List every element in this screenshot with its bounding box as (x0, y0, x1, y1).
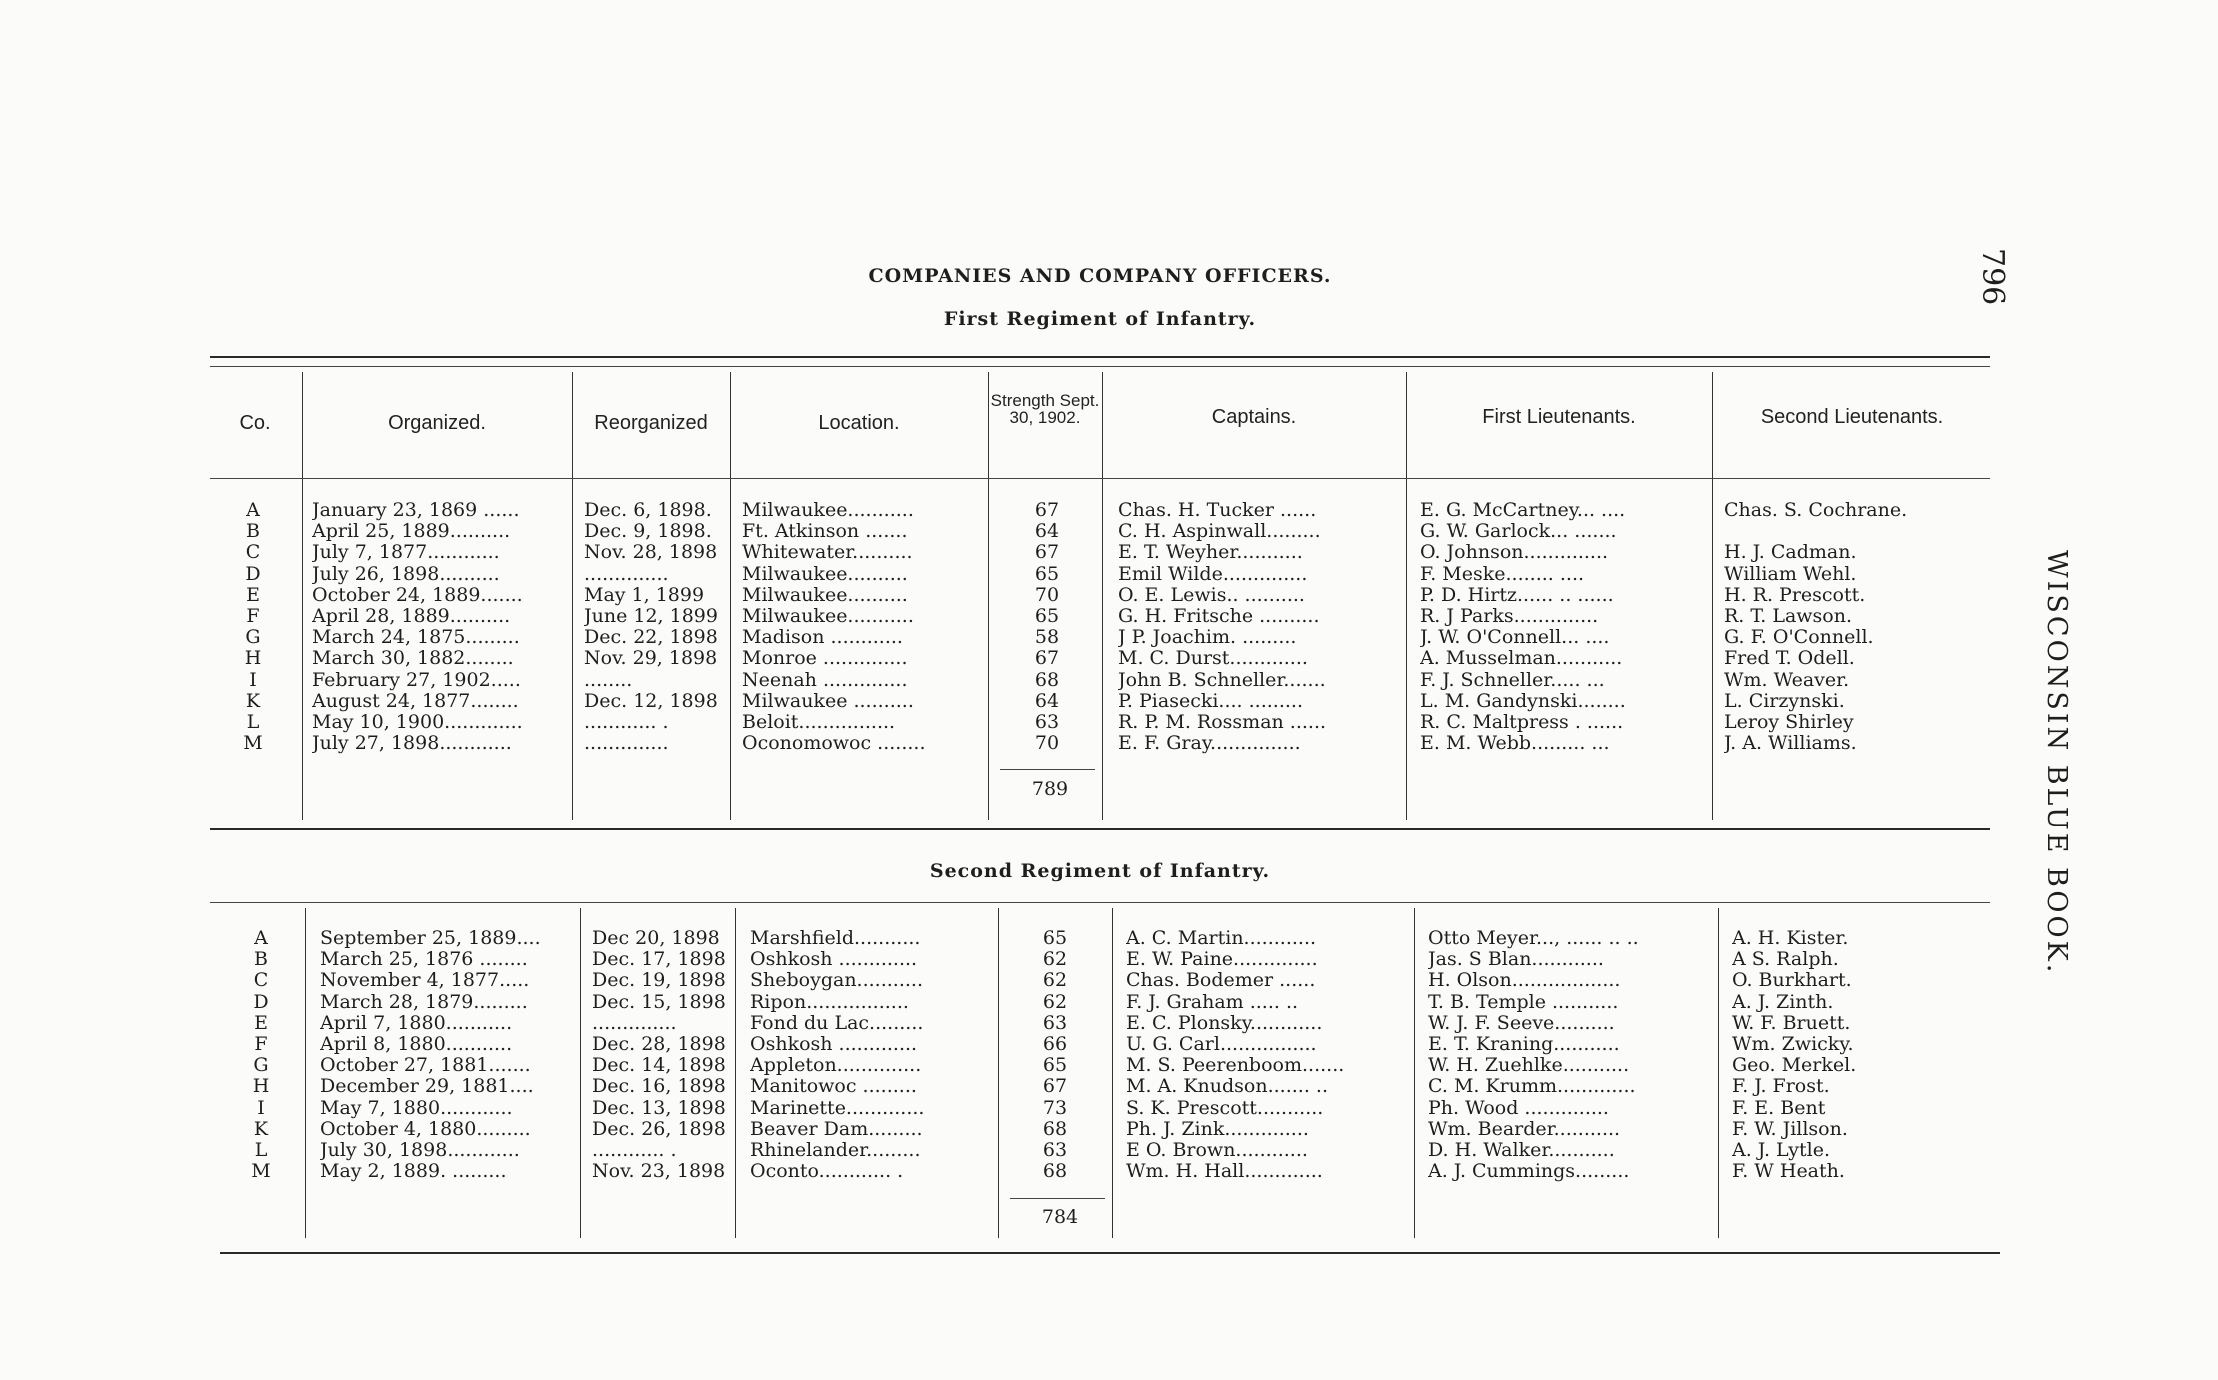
company-letter: I (257, 1097, 265, 1119)
second-lieutenant: Fred T. Odell. (1724, 648, 1855, 670)
first-lieutenant: W. H. Zuehlke........... (1428, 1055, 1630, 1077)
location: Madison ............ (742, 627, 903, 649)
rule (210, 356, 1990, 358)
second-lieutenant: F. E. Bent (1732, 1097, 1826, 1119)
header-co: Co. (239, 412, 271, 434)
captain: E. C. Plonsky............ (1126, 1012, 1323, 1034)
captain: John B. Schneller....... (1118, 669, 1326, 691)
second-lieutenant: F. W Heath. (1732, 1161, 1845, 1183)
organized-date: October 24, 1889....... (312, 584, 523, 606)
first-lieutenant: Otto Meyer..., ...... .. .. (1428, 928, 1639, 949)
regiment-1-total: 789 (1031, 778, 1069, 800)
captain: M. S. Peerenboom....... (1126, 1055, 1345, 1077)
second-lieutenant: Chas. S. Cochrane. (1724, 500, 1908, 521)
company-letter: D (245, 563, 261, 585)
organized-date: September 25, 1889.... (320, 928, 541, 949)
organized-date: February 27, 1902..... (312, 669, 521, 691)
location: Oshkosh ............. (750, 949, 918, 971)
location: Oconto............ . (750, 1161, 904, 1183)
captain: S. K. Prescott........... (1126, 1097, 1324, 1119)
reorganized-date: June 12, 1899 (584, 606, 718, 627)
column-divider (730, 372, 731, 820)
location: Beaver Dam......... (750, 1118, 923, 1140)
reorganized-date: Dec. 14, 1898 (592, 1055, 726, 1077)
first-lieutenant: R. J Parks.............. (1420, 606, 1599, 627)
strength: 67 (1034, 648, 1060, 670)
second-lieutenant: H. J. Cadman. (1724, 542, 1857, 564)
location: Rhinelander......... (750, 1140, 921, 1161)
first-lieutenant: D. H. Walker........... (1428, 1140, 1615, 1161)
column-divider (1414, 908, 1415, 1238)
organized-date: August 24, 1877........ (312, 690, 519, 712)
second-lieutenant: Leroy Shirley (1724, 712, 1854, 733)
second-lieutenant: O. Burkhart. (1732, 970, 1852, 992)
column-divider (1406, 372, 1407, 820)
reorganized-date: Dec. 17, 1898 (592, 949, 726, 971)
organized-date: July 27, 1898............ (312, 733, 512, 755)
company-letter: B (254, 949, 268, 971)
location: Milwaukee.......... (742, 563, 908, 585)
location: Neenah .............. (742, 669, 908, 691)
strength: 62 (1042, 949, 1068, 971)
strength: 65 (1034, 563, 1060, 585)
location: Milwaukee........... (742, 500, 914, 521)
reorganized-date: Dec. 22, 1898 (584, 627, 718, 649)
first-lieutenant: A. Musselman........... (1420, 648, 1623, 670)
second-lieutenant: A S. Ralph. (1732, 949, 1839, 971)
captain: J P. Joachim. ......... (1118, 627, 1297, 649)
location: Milwaukee.......... (742, 584, 908, 606)
company-letter: M (243, 733, 263, 755)
captain: M. A. Knudson....... .. (1126, 1076, 1328, 1098)
captain: R. P. M. Rossman ...... (1118, 712, 1327, 733)
strength: 68 (1034, 669, 1060, 691)
strength: 64 (1034, 690, 1060, 712)
company-letter: K (245, 690, 261, 712)
first-lieutenant: G. W. Garlock... ....... (1420, 521, 1617, 543)
location: Appleton.............. (750, 1055, 922, 1077)
organized-date: March 25, 1876 ........ (320, 949, 528, 971)
organized-date: October 4, 1880......... (320, 1118, 531, 1140)
organized-date: December 29, 1881.... (320, 1076, 534, 1098)
reorganized-date: Dec. 16, 1898 (592, 1076, 726, 1098)
first-lieutenant: C. M. Krumm............. (1428, 1076, 1636, 1098)
first-lieutenant: R. C. Maltpress . ...... (1420, 712, 1624, 733)
company-letter: E (254, 1012, 268, 1034)
strength: 70 (1034, 733, 1060, 755)
strength: 73 (1042, 1097, 1068, 1119)
captain: Chas. Bodemer ...... (1126, 970, 1316, 992)
location: Manitowoc ......... (750, 1076, 917, 1098)
column-divider (1102, 372, 1103, 820)
rule (210, 828, 1990, 830)
organized-date: November 4, 1877..... (320, 970, 530, 992)
organized-date: April 25, 1889.......... (312, 521, 511, 543)
organized-date: April 28, 1889.......... (312, 606, 511, 627)
captain: C. H. Aspinwall......... (1118, 521, 1321, 543)
captain: P. Piasecki.... ......... (1118, 690, 1303, 712)
first-lieutenant: E. M. Webb......... ... (1420, 733, 1610, 755)
company-letter: H (252, 1076, 270, 1098)
location: Monroe .............. (742, 648, 908, 670)
first-lieutenant: F. J. Schneller..... ... (1420, 669, 1605, 691)
first-lieutenant: J. W. O'Connell... .... (1420, 627, 1610, 649)
first-lieutenant: A. J. Cummings......... (1428, 1161, 1630, 1183)
reorganized-date: Dec. 26, 1898 (592, 1118, 726, 1140)
column-divider (988, 372, 989, 820)
strength: 64 (1034, 521, 1060, 543)
column-divider (1712, 372, 1713, 820)
second-lieutenant: A. J. Zinth. (1732, 991, 1834, 1013)
reorganized-date: ............ . (592, 1140, 677, 1161)
location: Oconomowoc ........ (742, 733, 926, 755)
reorganized-date: Nov. 28, 1898 (584, 542, 718, 564)
company-letter: C (245, 542, 261, 564)
second-lieutenant: Wm. Zwicky. (1732, 1034, 1854, 1055)
captain: Emil Wilde.............. (1118, 563, 1308, 585)
second-lieutenant: F. J. Frost. (1732, 1076, 1830, 1098)
company-letter: K (253, 1118, 269, 1140)
location: Fond du Lac......... (750, 1012, 924, 1034)
reorganized-date: Dec. 28, 1898 (592, 1034, 726, 1055)
rule (220, 1252, 2000, 1254)
location: Marshfield........... (750, 928, 921, 949)
reorganized-date: May 1, 1899 (584, 584, 705, 606)
company-letter: L (246, 712, 260, 733)
second-lieutenant: A. H. Kister. (1732, 928, 1849, 949)
regiment-2-total: 784 (1041, 1206, 1079, 1228)
header-organized: Organized. (388, 412, 486, 434)
second-lieutenant: G. F. O'Connell. (1724, 627, 1874, 649)
organized-date: March 28, 1879......... (320, 991, 528, 1013)
first-lieutenant: F. Meske........ .... (1420, 563, 1585, 585)
location: Milwaukee .......... (742, 690, 914, 712)
second-lieutenant: Geo. Merkel. (1732, 1055, 1857, 1077)
rule (210, 478, 1990, 479)
strength: 66 (1042, 1034, 1068, 1055)
captain: A. C. Martin............ (1126, 928, 1317, 949)
company-letter: D (253, 991, 269, 1013)
regiment-1-title: First Regiment of Infantry. (943, 308, 1257, 330)
reorganized-date: Dec. 6, 1898. (584, 500, 712, 521)
strength: 58 (1034, 627, 1060, 649)
location: Whitewater.......... (742, 542, 913, 564)
company-letter: G (253, 1055, 269, 1077)
reorganized-date: Dec. 12, 1898 (584, 690, 718, 712)
organized-date: March 30, 1882........ (312, 648, 514, 670)
company-letter: L (254, 1140, 268, 1161)
second-lieutenant: A. J. Lytle. (1732, 1140, 1831, 1161)
organized-date: May 7, 1880............ (320, 1097, 513, 1119)
reorganized-date: Nov. 29, 1898 (584, 648, 718, 670)
company-letter: A (254, 928, 268, 949)
first-lieutenant: E. T. Kraning........... (1428, 1034, 1620, 1055)
captain: O. E. Lewis.. .......... (1118, 584, 1305, 606)
strength: 62 (1042, 970, 1068, 992)
reorganized-date: Dec. 15, 1898 (592, 991, 726, 1013)
company-letter: H (244, 648, 262, 670)
second-lieutenant: W. F. Bruett. (1732, 1012, 1851, 1034)
page-number: 796 (1975, 248, 2010, 306)
location: Sheboygan........... (750, 970, 923, 992)
company-letter: F (246, 606, 260, 627)
captain: E O. Brown............ (1126, 1140, 1308, 1161)
column-divider (998, 908, 999, 1238)
first-lieutenant: O. Johnson.............. (1420, 542, 1609, 564)
header-first-lieutenants: First Lieutenants. (1482, 406, 1636, 428)
strength: 70 (1034, 584, 1060, 606)
reorganized-date: Dec. 19, 1898 (592, 970, 726, 992)
company-letter: C (253, 970, 269, 992)
organized-date: April 7, 1880........... (320, 1012, 513, 1034)
organized-date: May 10, 1900............. (312, 712, 523, 733)
organized-date: March 24, 1875......... (312, 627, 520, 649)
running-head: WISCONSIN BLUE BOOK. (2041, 550, 2072, 976)
reorganized-date: Dec. 13, 1898 (592, 1097, 726, 1119)
header-captains: Captains. (1211, 406, 1297, 428)
captain: U. G. Carl................ (1126, 1034, 1317, 1055)
organized-date: January 23, 1869 ...... (312, 500, 520, 521)
first-lieutenant: T. B. Temple ........... (1428, 991, 1619, 1013)
strength: 62 (1042, 991, 1068, 1013)
second-lieutenant: J. A. Williams. (1724, 733, 1857, 755)
first-lieutenant: H. Olson.................. (1428, 970, 1621, 992)
strength: 65 (1042, 1055, 1068, 1077)
reorganized-date: Dec 20, 1898 (592, 928, 720, 949)
first-lieutenant: L. M. Gandynski........ (1420, 690, 1626, 712)
organized-date: July 30, 1898............ (320, 1140, 520, 1161)
captain: F. J. Graham ..... .. (1126, 991, 1299, 1013)
strength: 67 (1034, 500, 1060, 521)
column-divider (1112, 908, 1113, 1238)
captain: E. W. Paine.............. (1126, 949, 1318, 971)
first-lieutenant: Jas. S Blan............ (1428, 949, 1604, 971)
strength: 65 (1042, 928, 1068, 949)
captain: Ph. J. Zink.............. (1126, 1118, 1309, 1140)
reorganized-date: Nov. 23, 1898 (592, 1161, 726, 1183)
strength: 63 (1042, 1140, 1068, 1161)
company-letter: E (246, 584, 260, 606)
location: Marinette............. (750, 1097, 925, 1119)
column-divider (1718, 908, 1719, 1238)
first-lieutenant: W. J. F. Seeve.......... (1428, 1012, 1615, 1034)
location: Oshkosh ............. (750, 1034, 918, 1055)
captain: Wm. H. Hall............. (1126, 1161, 1323, 1183)
location: Ft. Atkinson ....... (742, 521, 908, 543)
page-title: COMPANIES AND COMPANY OFFICERS. (868, 265, 1332, 287)
location: Milwaukee........... (742, 606, 914, 627)
header-location: Location. (818, 412, 900, 434)
first-lieutenant: Ph. Wood .............. (1428, 1097, 1609, 1119)
company-letter: I (249, 669, 257, 691)
rule (210, 902, 1990, 903)
first-lieutenant: Wm. Bearder........... (1428, 1118, 1621, 1140)
location: Beloit................ (742, 712, 896, 733)
second-lieutenant: Wm. Weaver. (1724, 669, 1850, 691)
strength: 63 (1042, 1012, 1068, 1034)
captain: M. C. Durst............. (1118, 648, 1308, 670)
reorganized-date: ........ (584, 669, 633, 691)
company-letter: G (245, 627, 261, 649)
company-letter: M (251, 1161, 271, 1183)
first-lieutenant: E. G. McCartney... .... (1420, 500, 1626, 521)
organized-date: October 27, 1881....... (320, 1055, 531, 1077)
reorganized-date: Dec. 9, 1898. (584, 521, 712, 543)
column-divider (580, 908, 581, 1238)
header-strength: Strength Sept. 30, 1902. (990, 391, 1100, 427)
captain: E. F. Gray............... (1118, 733, 1301, 755)
captain: E. T. Weyher........... (1118, 542, 1303, 564)
organized-date: July 7, 1877............ (312, 542, 500, 564)
strength: 63 (1034, 712, 1060, 733)
rule (210, 366, 1990, 367)
reorganized-date: .............. (592, 1012, 677, 1034)
captain: G. H. Fritsche .......... (1118, 606, 1320, 627)
organized-date: May 2, 1889. ......... (320, 1161, 507, 1183)
total-rule (1000, 769, 1095, 770)
organized-date: July 26, 1898.......... (312, 563, 500, 585)
strength: 68 (1042, 1118, 1068, 1140)
column-divider (572, 372, 573, 820)
column-divider (302, 372, 303, 820)
second-lieutenant: L. Cirzynski. (1724, 690, 1845, 712)
regiment-2-title: Second Regiment of Infantry. (929, 860, 1271, 882)
header-reorganized: Reorganized (594, 412, 708, 434)
location: Ripon................. (750, 991, 909, 1013)
strength: 68 (1042, 1161, 1068, 1183)
header-second-lieutenants: Second Lieutenants. (1760, 406, 1944, 428)
reorganized-date: ............ . (584, 712, 669, 733)
company-letter: F (254, 1034, 268, 1055)
total-rule (1010, 1198, 1105, 1199)
captain: Chas. H. Tucker ...... (1118, 500, 1317, 521)
company-letter: B (246, 521, 260, 543)
second-lieutenant: William Wehl. (1724, 563, 1857, 585)
company-letter: A (246, 500, 260, 521)
second-lieutenant: F. W. Jillson. (1732, 1118, 1848, 1140)
organized-date: April 8, 1880........... (320, 1034, 513, 1055)
strength: 65 (1034, 606, 1060, 627)
second-lieutenant: H. R. Prescott. (1724, 584, 1866, 606)
reorganized-date: .............. (584, 563, 669, 585)
reorganized-date: .............. (584, 733, 669, 755)
first-lieutenant: P. D. Hirtz...... .. ...... (1420, 584, 1614, 606)
strength: 67 (1042, 1076, 1068, 1098)
second-lieutenant: R. T. Lawson. (1724, 606, 1853, 627)
strength: 67 (1034, 542, 1060, 564)
